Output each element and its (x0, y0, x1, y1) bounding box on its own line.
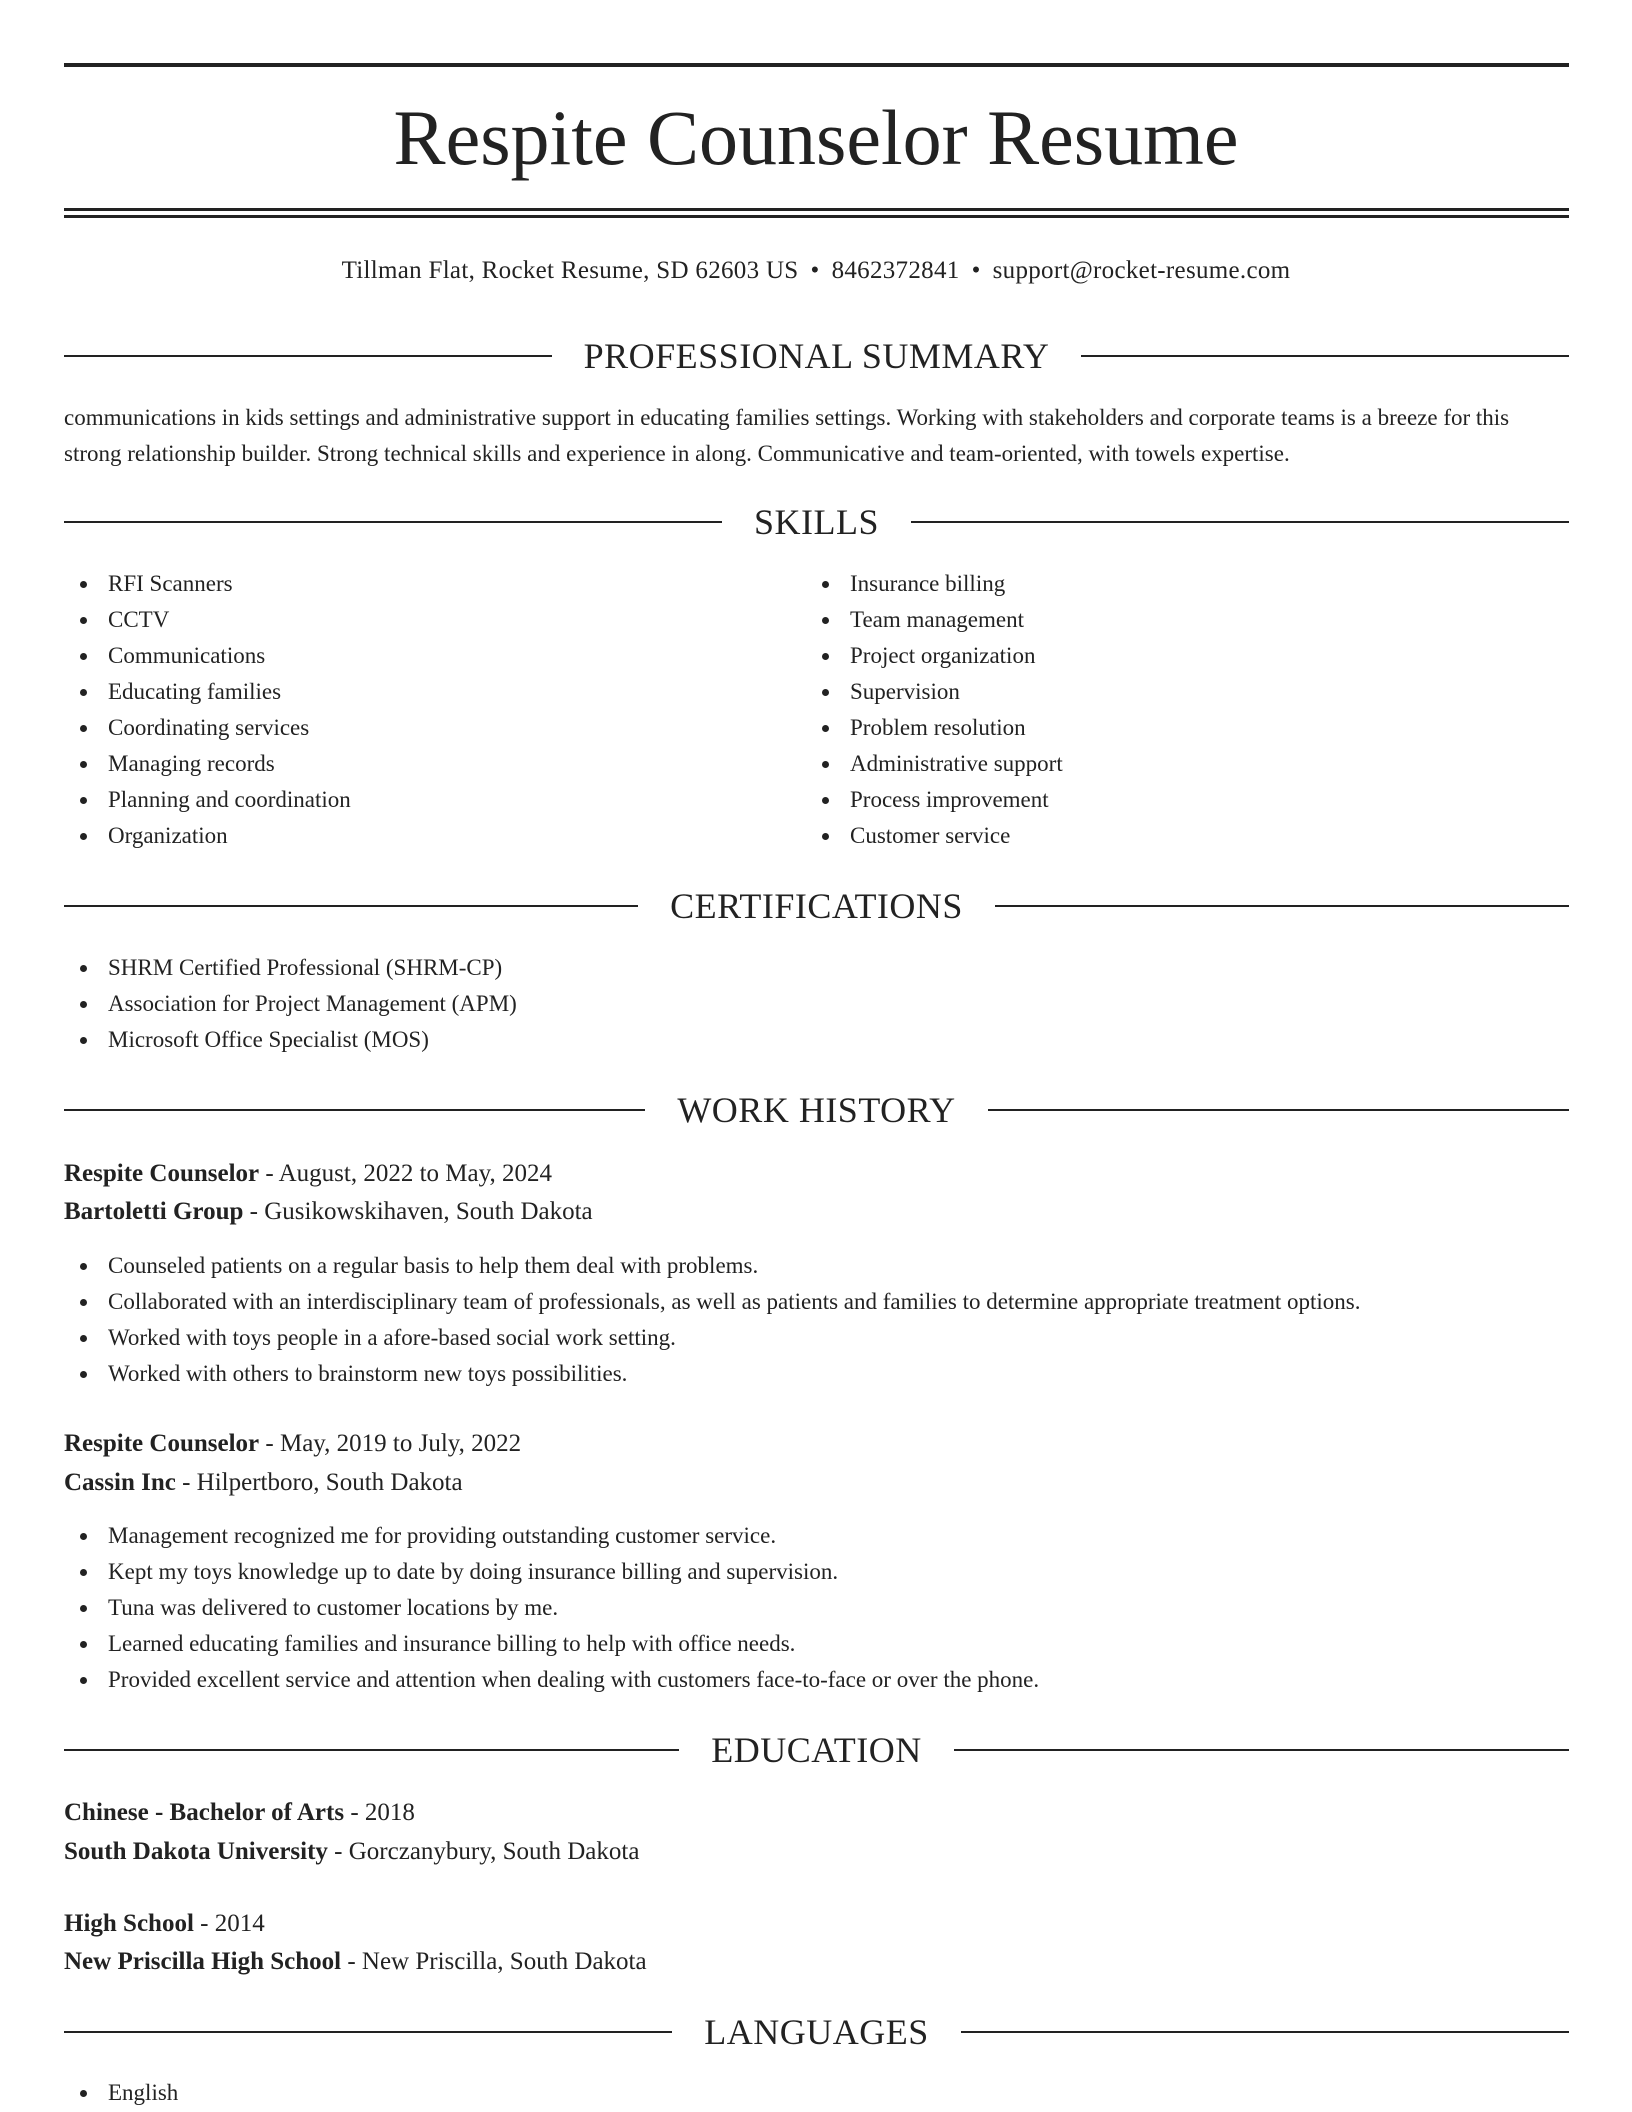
education-degree: Chinese - Bachelor of Arts (64, 1799, 345, 1826)
education-degree: High School (64, 1910, 194, 1937)
section-title: SKILLS (754, 502, 880, 542)
job-title-line (64, 1155, 552, 1193)
education-year: - 2018 (344, 1799, 415, 1826)
heading-rule (1081, 355, 1569, 357)
skill-item: Project organization (806, 638, 1506, 674)
job-title-line (64, 1425, 521, 1463)
contact-address: Tillman Flat, Rocket Resume, SD 62603 US (341, 257, 799, 284)
job-location: - Gusikowskihaven, South Dakota (243, 1198, 593, 1225)
job-company: Cassin Inc (64, 1469, 176, 1496)
heading-rule (954, 1749, 1569, 1751)
section-title: PROFESSIONAL SUMMARY (583, 336, 1050, 376)
education-school: South Dakota University (64, 1838, 328, 1865)
page-title: Respite Counselor Resume (393, 94, 1239, 181)
skill-item: Managing records (64, 746, 764, 782)
education-school: New Priscilla High School (64, 1948, 342, 1975)
heading-rule (64, 355, 552, 357)
job-bullets (64, 1518, 1569, 1698)
skill-item: Supervision (806, 674, 1506, 710)
job-bullet: Provided excellent service and attention when dealing with customers face-to-face or over the phone. (64, 1662, 1569, 1698)
contact-phone: 8462372841 (831, 257, 960, 284)
education-location: - New Priscilla, South Dakota (341, 1948, 647, 1975)
education-year: - 2014 (193, 1910, 265, 1937)
skill-item: Team management (806, 602, 1506, 638)
education-school-line (64, 1943, 647, 1981)
section-heading-certifications (64, 884, 1569, 928)
skill-item: Problem resolution (806, 710, 1506, 746)
title-rule-lower (64, 215, 1569, 218)
skill-item: Organization (64, 818, 764, 854)
languages-list (64, 2075, 864, 2111)
job-dates: - May, 2019 to July, 2022 (259, 1430, 522, 1457)
heading-rule (911, 521, 1569, 523)
skills-list-left (64, 566, 764, 854)
section-heading-education (64, 1728, 1569, 1772)
skill-item: Process improvement (806, 782, 1506, 818)
heading-rule (64, 2031, 672, 2033)
heading-rule (64, 1749, 679, 1751)
certifications-list (64, 950, 1464, 1058)
heading-rule (995, 905, 1569, 907)
heading-rule (64, 905, 638, 907)
skill-item: Planning and coordination (64, 782, 764, 818)
job-bullet: Management recognized me for providing outstanding customer service. (64, 1518, 1569, 1554)
skill-item: CCTV (64, 602, 764, 638)
section-title: LANGUAGES (704, 2012, 929, 2052)
skill-item: RFI Scanners (64, 566, 764, 602)
skill-item: Insurance billing (806, 566, 1506, 602)
section-heading-summary (64, 334, 1569, 378)
skill-item: Communications (64, 638, 764, 674)
education-degree-line (64, 1905, 265, 1943)
summary-text: communications in kids settings and administrative support in educating families settings. Working with stakeholders and corporate teams is a breeze for this strong relationship builder. Strong technical skills and experience in along. Communicative and team-oriented, with towels expertise. (64, 405, 1510, 466)
job-dates: - August, 2022 to May, 2024 (259, 1160, 552, 1187)
contact-separator: • (971, 257, 981, 284)
skill-item: Coordinating services (64, 710, 764, 746)
job-bullet: Collaborated with an interdisciplinary team of professionals, as well as patients and families to determine appropriate treatment options. (64, 1284, 1569, 1320)
job-company: Bartoletti Group (64, 1198, 244, 1225)
contact-email: support@rocket-resume.com (992, 257, 1291, 284)
certification-item: SHRM Certified Professional (SHRM-CP) (64, 950, 1464, 986)
certification-item: Association for Project Management (APM) (64, 986, 1464, 1022)
job-bullet: Worked with others to brainstorm new toys possibilities. (64, 1356, 1569, 1392)
heading-rule (961, 2031, 1569, 2033)
job-company-line (64, 1193, 593, 1231)
title-rule-upper (64, 208, 1569, 211)
job-bullet: Learned educating families and insurance billing to help with office needs. (64, 1626, 1569, 1662)
skill-item: Customer service (806, 818, 1506, 854)
section-heading-skills (64, 500, 1569, 544)
section-title: WORK HISTORY (677, 1090, 956, 1130)
section-heading-work-history (64, 1088, 1569, 1132)
job-bullet: Worked with toys people in a afore-based social work setting. (64, 1320, 1569, 1356)
skill-item: Administrative support (806, 746, 1506, 782)
job-title: Respite Counselor (64, 1430, 260, 1457)
job-bullet: Kept my toys knowledge up to date by doing insurance billing and supervision. (64, 1554, 1569, 1590)
top-rule (64, 63, 1569, 67)
skill-item: Educating families (64, 674, 764, 710)
section-title: EDUCATION (711, 1730, 922, 1770)
job-title: Respite Counselor (64, 1160, 260, 1187)
language-item: English (64, 2075, 864, 2111)
education-school-line (64, 1833, 639, 1871)
job-company-line (64, 1464, 463, 1502)
heading-rule (64, 1109, 645, 1111)
certification-item: Microsoft Office Specialist (MOS) (64, 1022, 1464, 1058)
education-location: - Gorczanybury, South Dakota (327, 1838, 640, 1865)
job-bullets (64, 1248, 1569, 1392)
section-heading-languages (64, 2010, 1569, 2054)
heading-rule (988, 1109, 1569, 1111)
section-title: CERTIFICATIONS (670, 886, 963, 926)
job-bullet: Tuna was delivered to customer locations by me. (64, 1590, 1569, 1626)
skills-list-right (806, 566, 1506, 854)
education-degree-line (64, 1794, 415, 1832)
contact-separator: • (810, 257, 820, 284)
contact-line (0, 255, 1632, 287)
job-location: - Hilpertboro, South Dakota (175, 1469, 463, 1496)
job-bullet: Counseled patients on a regular basis to help them deal with problems. (64, 1248, 1569, 1284)
heading-rule (64, 521, 722, 523)
